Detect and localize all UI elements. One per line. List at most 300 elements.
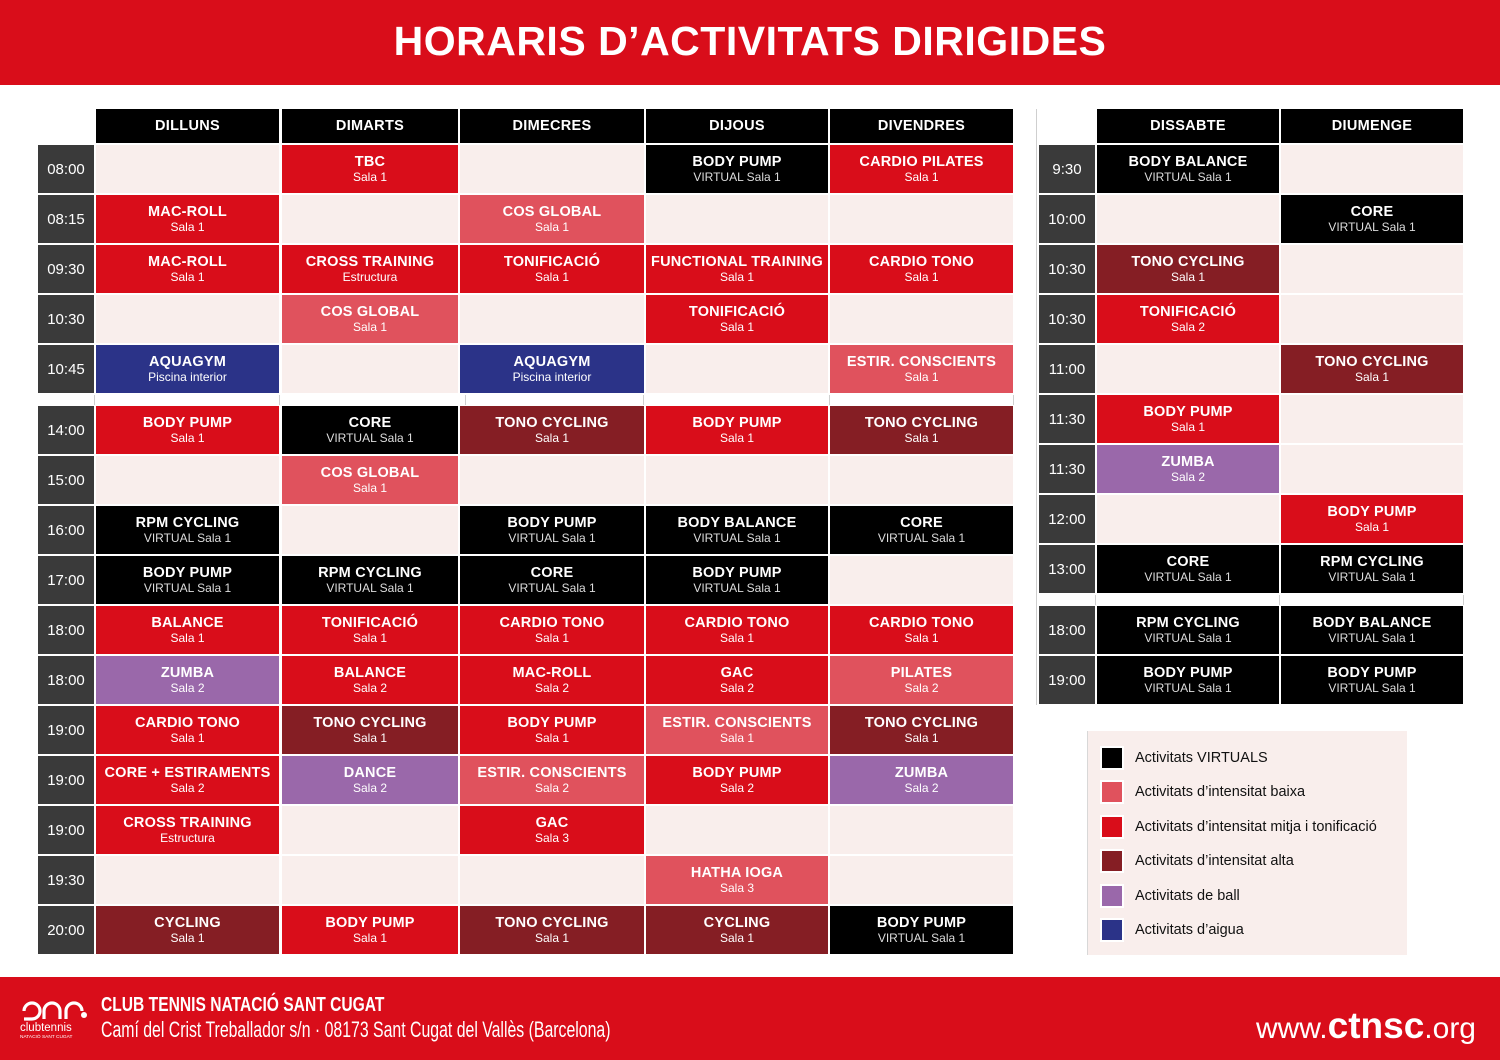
activity-room: Sala 1 <box>534 930 570 945</box>
activity-name: BODY PUMP <box>692 564 782 581</box>
empty-slot <box>1281 145 1463 193</box>
empty-slot <box>830 856 1013 904</box>
activity-name: TONIFICACIÓ <box>503 253 601 270</box>
activity-room: VIRTUAL Sala 1 <box>143 580 232 595</box>
activity-name: HATHA IOGA <box>690 864 784 881</box>
empty-slot <box>282 806 458 854</box>
activity-room: Sala 1 <box>170 430 205 445</box>
club-logo <box>20 993 92 1039</box>
club-name: CLUB TENNIS NATACIÓ SANT CUGAT <box>101 994 385 1016</box>
activity-room: Sala 1 <box>1170 419 1206 434</box>
time-slot: 10:30 <box>1039 295 1095 343</box>
activity-cell[interactable] <box>1281 656 1463 704</box>
activity-cell[interactable] <box>460 706 644 754</box>
activity-room: Sala 1 <box>904 430 939 445</box>
activity-name: ZUMBA <box>894 764 949 781</box>
activity-room: VIRTUAL Sala 1 <box>1328 219 1416 234</box>
legend-swatch <box>1100 746 1124 770</box>
column-divider <box>829 395 830 405</box>
activity-cell[interactable] <box>830 656 1013 704</box>
empty-slot <box>460 856 644 904</box>
activity-name: BODY PUMP <box>692 414 782 431</box>
activity-room: Sala 1 <box>534 630 570 645</box>
time-slot: 19:00 <box>1039 656 1095 704</box>
weekend-schedule <box>1039 109 1464 705</box>
empty-slot <box>460 295 644 343</box>
activity-room: Sala 2 <box>719 780 755 795</box>
day-header: DIMECRES <box>460 109 644 143</box>
activity-room: Sala 1 <box>170 730 205 745</box>
activity-name: BODY BALANCE <box>677 514 797 531</box>
empty-slot <box>1281 295 1463 343</box>
activity-cell[interactable] <box>460 556 644 604</box>
activity-room: Sala 2 <box>534 680 570 695</box>
empty-slot <box>460 145 644 193</box>
activity-cell[interactable] <box>282 406 458 454</box>
activity-room: VIRTUAL Sala 1 <box>1328 569 1416 584</box>
legend-swatch <box>1100 918 1124 942</box>
empty-slot <box>460 456 644 504</box>
activity-room: Sala 1 <box>352 630 388 645</box>
activity-cell[interactable] <box>460 195 644 243</box>
activity-room: Sala 1 <box>352 169 388 184</box>
column-divider <box>279 395 280 405</box>
activity-name: CROSS TRAINING <box>123 814 252 831</box>
activity-cell[interactable] <box>830 245 1013 293</box>
activity-room: VIRTUAL Sala 1 <box>1144 680 1232 695</box>
time-slot: 11:00 <box>1039 345 1095 393</box>
activity-cell[interactable] <box>830 506 1013 554</box>
empty-slot <box>96 456 279 504</box>
time-slot: 16:00 <box>38 506 94 554</box>
legend-item <box>1100 778 1305 806</box>
time-slot: 19:30 <box>38 856 94 904</box>
activity-name: CORE <box>900 514 943 531</box>
activity-name: BODY PUMP <box>1143 403 1233 420</box>
activity-room: Sala 1 <box>1354 369 1390 384</box>
activity-cell[interactable] <box>646 556 828 604</box>
activity-name: BODY BALANCE <box>1312 614 1432 631</box>
activity-room: Sala 1 <box>534 730 570 745</box>
activity-name: BODY PUMP <box>1327 664 1417 681</box>
activity-room: Sala 2 <box>904 780 939 795</box>
activity-room: VIRTUAL Sala 1 <box>877 930 966 945</box>
activity-cell[interactable] <box>460 906 644 954</box>
empty-slot <box>1281 445 1463 493</box>
section-divider <box>1036 109 1037 705</box>
logo-text: clubtennis <box>20 1022 72 1034</box>
activity-room: VIRTUAL Sala 1 <box>143 530 232 545</box>
activity-name: AQUAGYM <box>148 353 227 370</box>
activity-name: CORE <box>1350 203 1394 220</box>
empty-slot <box>282 506 458 554</box>
activity-cell[interactable] <box>96 656 279 704</box>
activity-cell[interactable] <box>96 906 279 954</box>
activity-cell[interactable] <box>282 656 458 704</box>
activity-cell[interactable] <box>460 806 644 854</box>
column-divider <box>94 395 95 405</box>
activity-room: Sala 1 <box>719 630 755 645</box>
activity-cell[interactable] <box>96 506 279 554</box>
legend-item <box>1100 813 1377 841</box>
activity-room: Sala 2 <box>1170 319 1206 334</box>
activity-cell[interactable] <box>1281 195 1463 243</box>
activity-room: Sala 2 <box>904 680 939 695</box>
activity-cell[interactable] <box>646 706 828 754</box>
activity-room: Sala 1 <box>904 630 939 645</box>
empty-slot <box>1097 495 1279 543</box>
activity-room: Sala 1 <box>170 269 205 284</box>
legend-label: Activitats VIRTUALS <box>1135 750 1268 766</box>
activity-name: BODY PUMP <box>1327 503 1417 520</box>
legend-label: Activitats de ball <box>1135 887 1240 904</box>
empty-slot <box>830 295 1013 343</box>
activity-cell[interactable] <box>96 556 279 604</box>
activity-name: CARDIO TONO <box>134 714 241 731</box>
activity-room: Piscina interior <box>148 369 227 384</box>
activity-name: COS GLOBAL <box>320 303 420 320</box>
activity-name: BODY PUMP <box>507 514 597 531</box>
weekday-schedule <box>38 109 1013 955</box>
activity-cell[interactable] <box>96 706 279 754</box>
activity-cell[interactable] <box>646 145 828 193</box>
day-header: DISSABTE <box>1097 109 1279 143</box>
club-address: Camí del Crist Treballador s/n · 08173 Sant Cugat del Vallès (Barcelona) <box>101 1017 611 1042</box>
activity-cell[interactable] <box>646 656 828 704</box>
activity-cell[interactable] <box>646 756 828 804</box>
activity-room: Sala 1 <box>904 269 939 284</box>
activity-name: BODY PUMP <box>325 914 415 931</box>
activity-name: BODY BALANCE <box>1128 153 1248 170</box>
day-header: DIMARTS <box>282 109 458 143</box>
activity-name: TONO CYCLING <box>864 714 979 731</box>
empty-slot <box>646 345 828 393</box>
activity-cell[interactable] <box>1097 445 1279 493</box>
activity-room: Sala 1 <box>719 269 755 284</box>
legend-item <box>1100 882 1240 910</box>
activity-room: Sala 1 <box>352 319 388 334</box>
activity-cell[interactable] <box>1281 345 1463 393</box>
activity-name: TONO CYCLING <box>495 914 609 931</box>
empty-slot <box>830 195 1013 243</box>
empty-slot <box>830 556 1013 604</box>
activity-cell[interactable] <box>830 756 1013 804</box>
time-slot: 18:00 <box>38 656 94 704</box>
activity-name: TONIFICACIÓ <box>1139 303 1237 320</box>
activity-cell[interactable] <box>1097 245 1279 293</box>
activity-room: VIRTUAL Sala 1 <box>877 530 966 545</box>
activity-cell[interactable] <box>646 856 828 904</box>
activity-room: Sala 1 <box>170 930 205 945</box>
page-header <box>0 0 1500 85</box>
website-prefix: www. <box>1255 1012 1328 1045</box>
time-slot: 18:00 <box>1039 606 1095 654</box>
legend-swatch <box>1100 815 1124 839</box>
activity-name: PILATES <box>890 664 953 681</box>
activity-cell[interactable] <box>1097 145 1279 193</box>
activity-name: RPM CYCLING <box>135 514 240 531</box>
activity-cell[interactable] <box>460 245 644 293</box>
activity-name: CROSS TRAINING <box>305 253 435 270</box>
activity-cell[interactable] <box>830 606 1013 654</box>
activity-name: MAC-ROLL <box>148 253 227 270</box>
activity-name: CORE <box>348 414 392 431</box>
activity-name: RPM CYCLING <box>1136 614 1240 631</box>
activity-room: VIRTUAL Sala 1 <box>508 580 596 595</box>
activity-cell[interactable] <box>282 706 458 754</box>
activity-cell[interactable] <box>460 606 644 654</box>
page-title: HORARIS D’ACTIVITATS DIRIGIDES <box>393 18 1107 64</box>
activity-cell[interactable] <box>646 506 828 554</box>
activity-name: TBC <box>354 153 386 170</box>
activity-name: BALANCE <box>151 614 224 631</box>
time-slot: 20:00 <box>38 906 94 954</box>
activity-room: VIRTUAL Sala 1 <box>326 580 414 595</box>
activity-name: COS GLOBAL <box>502 203 602 220</box>
time-slot: 09:30 <box>38 245 94 293</box>
day-header: DIVENDRES <box>830 109 1013 143</box>
time-slot: 13:00 <box>1039 545 1095 593</box>
activity-name: TONO CYCLING <box>1315 353 1429 370</box>
website-suffix: .org <box>1424 1012 1476 1045</box>
day-header: DILLUNS <box>96 109 279 143</box>
activity-cell[interactable] <box>460 656 644 704</box>
activity-cell[interactable] <box>96 345 279 393</box>
activity-name: CARDIO TONO <box>684 614 790 631</box>
time-slot: 19:00 <box>38 756 94 804</box>
activity-name: ESTIR. CONSCIENTS <box>477 764 627 781</box>
column-divider <box>643 395 644 405</box>
time-slot: 18:00 <box>38 606 94 654</box>
activity-cell[interactable] <box>646 295 828 343</box>
activity-room: Sala 1 <box>904 169 939 184</box>
activity-cell[interactable] <box>1097 606 1279 654</box>
empty-slot <box>282 345 458 393</box>
activity-name: ESTIR. CONSCIENTS <box>846 353 997 370</box>
activity-name: TONIFICACIÓ <box>688 303 786 320</box>
legend-swatch <box>1100 780 1124 804</box>
activity-name: MAC-ROLL <box>512 664 592 681</box>
empty-slot <box>830 456 1013 504</box>
legend-label: Activitats d’intensitat baixa <box>1135 784 1306 801</box>
legend-label: Activitats d’aigua <box>1135 922 1244 938</box>
activity-room: VIRTUAL Sala 1 <box>508 530 596 545</box>
activity-room: Piscina interior <box>512 369 592 384</box>
activity-cell[interactable] <box>282 145 458 193</box>
activity-room: VIRTUAL Sala 1 <box>1328 630 1416 645</box>
legend-label: Activitats d’intensitat mitja i tonificació <box>1135 818 1377 835</box>
activity-cell[interactable] <box>96 245 279 293</box>
column-divider <box>465 395 466 405</box>
logo-subtext: NATACIÓ SANT CUGAT <box>20 1035 73 1039</box>
activity-name: DANCE <box>343 764 397 781</box>
time-slot: 08:00 <box>38 145 94 193</box>
activity-cell[interactable] <box>1097 295 1279 343</box>
time-slot: 14:00 <box>38 406 94 454</box>
activity-room: Sala 3 <box>534 830 570 845</box>
activity-cell[interactable] <box>1097 395 1279 443</box>
time-slot: 17:00 <box>38 556 94 604</box>
column-divider <box>1095 595 1096 605</box>
activity-name: BALANCE <box>333 664 407 681</box>
legend-item <box>1100 847 1294 875</box>
legend-item <box>1100 916 1244 944</box>
time-slot: 11:30 <box>1039 395 1095 443</box>
activity-room: Estructura <box>342 269 398 284</box>
website-domain: ctnsc <box>1327 1005 1425 1046</box>
activity-name: CORE <box>530 564 574 581</box>
time-slot: 19:00 <box>38 706 94 754</box>
activity-cell[interactable] <box>460 406 644 454</box>
time-slot: 11:30 <box>1039 445 1095 493</box>
activity-room: Sala 1 <box>719 930 755 945</box>
color-legend <box>1087 731 1407 955</box>
activity-name: BODY PUMP <box>1143 664 1233 681</box>
activity-cell[interactable] <box>1281 495 1463 543</box>
activity-name: TONO CYCLING <box>495 414 609 431</box>
activity-room: Sala 1 <box>719 319 755 334</box>
activity-room: VIRTUAL Sala 1 <box>693 169 781 184</box>
activity-room: Sala 3 <box>719 880 755 895</box>
activity-name: TONO CYCLING <box>864 414 979 431</box>
activity-name: TONO CYCLING <box>313 714 427 731</box>
activity-room: Sala 1 <box>352 930 388 945</box>
empty-slot <box>282 195 458 243</box>
column-divider <box>1013 395 1014 405</box>
activity-room: Sala 1 <box>170 630 205 645</box>
activity-room: Sala 2 <box>170 680 205 695</box>
empty-slot <box>1097 345 1279 393</box>
activity-room: VIRTUAL Sala 1 <box>1144 569 1232 584</box>
activity-cell[interactable] <box>282 556 458 604</box>
legend-swatch <box>1100 884 1124 908</box>
footer <box>0 977 1500 1060</box>
activity-name: BODY PUMP <box>692 764 782 781</box>
activity-room: VIRTUAL Sala 1 <box>1144 630 1232 645</box>
activity-name: CARDIO TONO <box>499 614 605 631</box>
activity-room: Sala 1 <box>352 480 388 495</box>
activity-room: Sala 1 <box>904 369 939 384</box>
activity-room: Sala 2 <box>352 780 388 795</box>
activity-cell[interactable] <box>830 145 1013 193</box>
time-slot: 19:00 <box>38 806 94 854</box>
empty-slot <box>282 856 458 904</box>
activity-cell[interactable] <box>830 406 1013 454</box>
activity-room: VIRTUAL Sala 1 <box>326 430 414 445</box>
empty-slot <box>1097 195 1279 243</box>
activity-cell[interactable] <box>96 195 279 243</box>
activity-cell[interactable] <box>96 406 279 454</box>
activity-name: GAC <box>720 664 754 681</box>
activity-cell[interactable] <box>460 345 644 393</box>
activity-room: Sala 2 <box>1170 469 1206 484</box>
activity-cell[interactable] <box>830 706 1013 754</box>
time-slot: 15:00 <box>38 456 94 504</box>
activity-cell[interactable] <box>1097 545 1279 593</box>
empty-slot <box>830 806 1013 854</box>
activity-room: Sala 1 <box>1354 519 1390 534</box>
activity-cell[interactable] <box>96 806 279 854</box>
activity-cell[interactable] <box>830 345 1013 393</box>
activity-cell[interactable] <box>282 756 458 804</box>
activity-cell[interactable] <box>282 606 458 654</box>
activity-room: VIRTUAL Sala 1 <box>693 530 781 545</box>
activity-name: CARDIO PILATES <box>859 153 984 170</box>
activity-room: Sala 1 <box>904 730 939 745</box>
time-slot: 08:15 <box>38 195 94 243</box>
website-link[interactable] <box>1256 1005 1476 1047</box>
activity-name: BODY PUMP <box>142 564 233 581</box>
empty-slot <box>646 195 828 243</box>
activity-name: ZUMBA <box>1161 453 1215 470</box>
activity-name: CORE + ESTIRAMENTS <box>104 764 271 781</box>
empty-slot <box>1281 395 1463 443</box>
activity-name: BODY PUMP <box>876 914 967 931</box>
activity-room: VIRTUAL Sala 1 <box>1144 169 1232 184</box>
legend-item <box>1100 744 1268 772</box>
activity-cell[interactable] <box>460 756 644 804</box>
empty-slot <box>96 145 279 193</box>
activity-name: ZUMBA <box>160 664 215 681</box>
activity-name: TONO CYCLING <box>1131 253 1245 270</box>
activity-room: Sala 1 <box>170 219 205 234</box>
activity-name: FUNCTIONAL TRAINING <box>651 253 823 270</box>
activity-name: TONIFICACIÓ <box>321 614 419 631</box>
activity-cell[interactable] <box>96 606 279 654</box>
activity-room: VIRTUAL Sala 1 <box>693 580 781 595</box>
time-slot: 10:30 <box>38 295 94 343</box>
legend-label: Activitats d’intensitat alta <box>1135 853 1294 870</box>
activity-cell[interactable] <box>646 606 828 654</box>
empty-slot <box>646 456 828 504</box>
activity-cell[interactable] <box>646 245 828 293</box>
activity-room: Sala 1 <box>534 269 570 284</box>
activity-name: CYCLING <box>154 914 221 931</box>
activity-cell[interactable] <box>830 906 1013 954</box>
activity-cell[interactable] <box>96 756 279 804</box>
activity-cell[interactable] <box>282 906 458 954</box>
activity-name: CARDIO TONO <box>868 614 975 631</box>
activity-room: Sala 1 <box>352 730 388 745</box>
activity-room: Sala 1 <box>534 430 570 445</box>
activity-cell[interactable] <box>282 456 458 504</box>
activity-name: MAC-ROLL <box>148 203 227 220</box>
activity-room: Estructura <box>160 830 215 845</box>
activity-name: ESTIR. CONSCIENTS <box>662 714 812 731</box>
activity-cell[interactable] <box>1281 606 1463 654</box>
activity-name: RPM CYCLING <box>1320 553 1424 570</box>
activity-room: Sala 2 <box>719 680 755 695</box>
empty-slot <box>646 806 828 854</box>
activity-cell[interactable] <box>282 245 458 293</box>
activity-name: BODY PUMP <box>692 153 782 170</box>
activity-name: AQUAGYM <box>513 353 591 370</box>
activity-name: BODY PUMP <box>507 714 597 731</box>
activity-room: Sala 2 <box>534 780 570 795</box>
activity-cell[interactable] <box>646 406 828 454</box>
activity-cell[interactable] <box>1097 656 1279 704</box>
activity-cell[interactable] <box>460 506 644 554</box>
activity-cell[interactable] <box>282 295 458 343</box>
activity-room: Sala 1 <box>719 430 755 445</box>
activity-name: CARDIO TONO <box>868 253 975 270</box>
time-slot: 10:30 <box>1039 245 1095 293</box>
activity-cell[interactable] <box>646 906 828 954</box>
activity-cell[interactable] <box>1281 545 1463 593</box>
activity-name: CYCLING <box>703 914 771 931</box>
time-slot: 10:00 <box>1039 195 1095 243</box>
activity-name: CORE <box>1166 553 1210 570</box>
